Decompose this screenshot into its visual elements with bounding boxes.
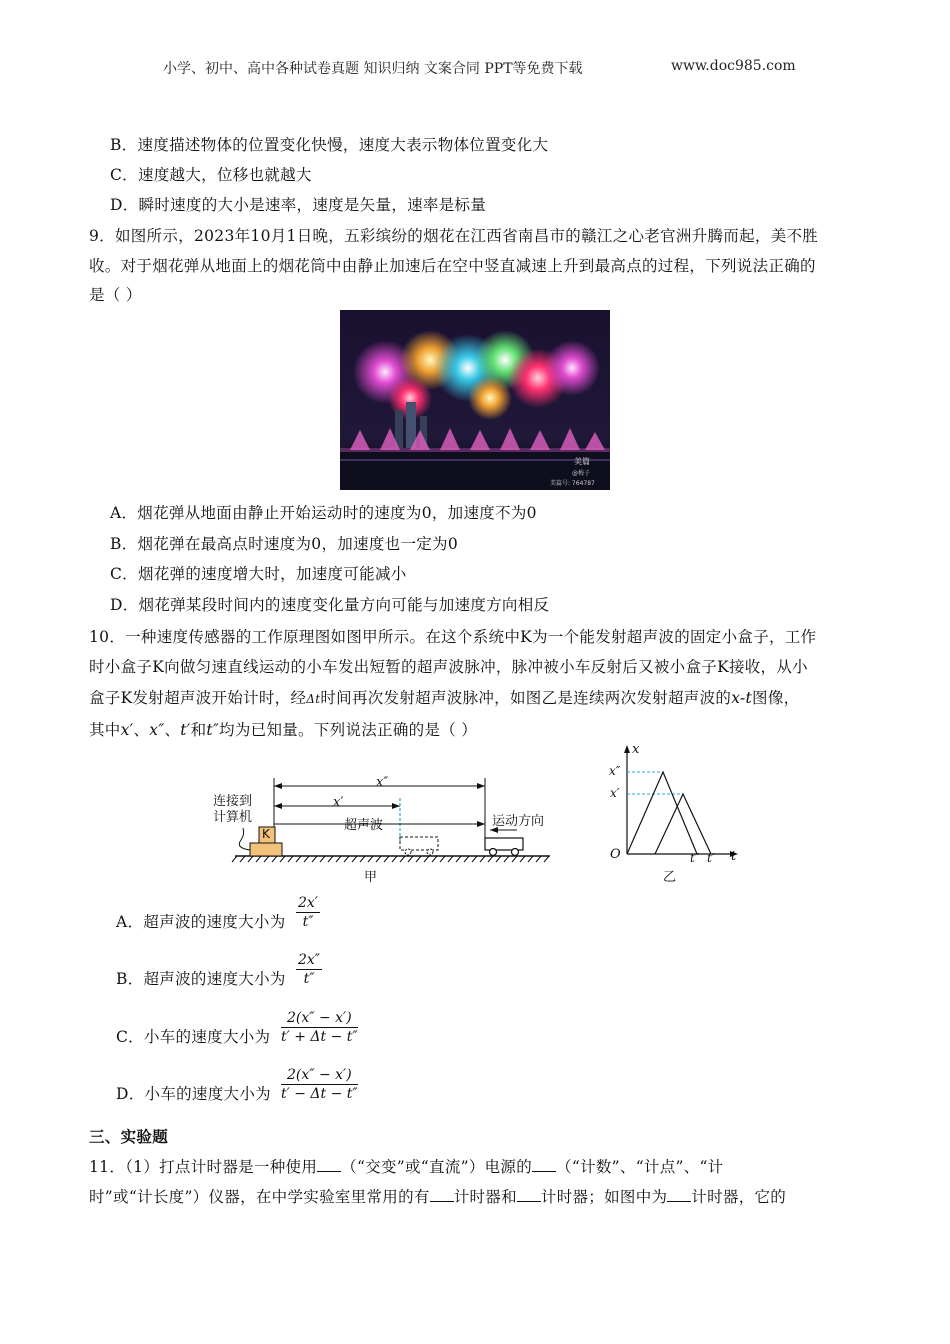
header-url[interactable]: www.doc985.com — [671, 58, 796, 74]
fraction-denominator: t′ + Δt − t″ — [281, 1029, 358, 1045]
fig-yi-axis-x: x — [632, 742, 640, 757]
fraction-denominator: t″ — [302, 914, 314, 930]
q11-l2-c: 计时器；如图中为 — [540, 1188, 668, 1206]
q10-option-a-fraction — [296, 895, 320, 930]
fig-jia-wave-label: 超声波 — [344, 818, 384, 833]
fig-yi-tick-t2: t″ — [690, 851, 700, 865]
blank-3[interactable] — [430, 1187, 454, 1202]
second-pulse-line — [655, 794, 711, 854]
watermark-user: @梅子 — [572, 470, 591, 477]
symbol-x1: x′ — [120, 721, 134, 739]
q10-line-1: 10．一种速度传感器的工作原理图如图甲所示。在这个系统中K为一个能发射超声波的固定小盒子，工作 — [89, 628, 817, 646]
fig-jia-box-k: K — [262, 827, 270, 841]
q9-option-c: C．烟花弹的速度增大时，加速度可能减小 — [110, 565, 407, 583]
q10-option-c-fraction — [281, 1010, 358, 1045]
first-pulse-line — [627, 772, 697, 854]
q10-line-4-b: 均为已知量。下列说法正确的是（ ） — [219, 721, 478, 739]
q10-line-3-a: 盒子K发射超声波开始计时，经 — [89, 689, 307, 707]
q8-option-b: B．速度描述物体的位置变化快慢，速度大表示物体位置变化大 — [110, 136, 549, 154]
sep-1: 、 — [133, 721, 150, 739]
fig-yi-tick-x2: x″ — [609, 764, 621, 778]
fig-yi-axis-t: t — [731, 849, 737, 864]
symbol-t1: t′ — [180, 721, 191, 739]
symbol-t2: t″ — [206, 721, 220, 739]
q10-line-3-b: 时间再次发射超声波脉冲，如图乙是连续两次发射超声波的 — [320, 689, 732, 707]
q8-option-c: C．速度越大，位移也就越大 — [110, 166, 312, 184]
q9-line-3: 是（ ） — [89, 286, 142, 304]
fireworks-photo — [340, 310, 610, 490]
page-header — [163, 58, 583, 78]
q9-option-a: A．烟花弹从地面由静止开始运动时的速度为0，加速度不为0 — [110, 504, 537, 522]
q10-option-d: D．小车的速度大小为 — [116, 1085, 271, 1103]
fig-jia-caption: 甲 — [364, 870, 378, 885]
q9-line-2: 收。对于烟花弹从地面上的烟花筒中由静止加速后在空中竖直减速上升到最高点的过程，下列说法正确的 — [89, 257, 816, 275]
watermark-brand: 美篇 — [574, 457, 590, 466]
blank-1[interactable] — [317, 1157, 341, 1172]
blank-4[interactable] — [517, 1187, 541, 1202]
blank-5[interactable] — [667, 1187, 691, 1202]
q10-line-2: 时小盒子K向做匀速直线运动的小车发出短暂的超声波脉冲，脉冲被小车反射后又被小盒子K接收，从小 — [89, 658, 808, 676]
fraction-denominator: t″ — [303, 971, 315, 987]
watermark-id: 美篇号: 764787 — [550, 480, 595, 487]
q10-line-4-a: 其中 — [89, 721, 121, 739]
fraction-numerator: 2(x″ − x′) — [281, 1067, 358, 1085]
q11-l1-b: （“交变”或“直流”）电源的 — [341, 1158, 533, 1176]
q11-l2-d: 计时器，它的 — [691, 1188, 787, 1206]
fig-jia-dim-x2: x″ — [376, 775, 389, 790]
q10-option-d-fraction — [281, 1067, 358, 1102]
fig-yi-caption: 乙 — [663, 870, 677, 885]
q10-option-a: A．超声波的速度大小为 — [116, 913, 286, 931]
fig-jia-connect-2: 计算机 — [213, 810, 253, 825]
blank-2[interactable] — [532, 1157, 556, 1172]
fireworks-image — [340, 310, 610, 490]
header-text: 小学、初中、高中各种试卷真题 知识归纳 文案合同 PPT等免费下载 — [163, 61, 583, 77]
q11-l2-b: 计时器和 — [453, 1188, 517, 1206]
fig-yi-tick-t1: t′ — [707, 851, 715, 865]
section-title: 三、实验题 — [89, 1127, 169, 1146]
delta-t-symbol: Δt — [306, 692, 321, 706]
fig-jia-connect-1: 连接到 — [213, 794, 253, 809]
symbol-x2: x″ — [149, 721, 165, 739]
q11-l2-a: 时”或“计长度”）仪器，在中学实验室里常用的有 — [89, 1188, 430, 1206]
q8-option-d: D．瞬时速度的大小是速率，速度是矢量，速率是标量 — [110, 196, 487, 214]
figure-yi — [605, 742, 745, 872]
fraction-denominator: t′ − Δt − t″ — [281, 1086, 358, 1102]
q10-line-3-c: 图像， — [752, 689, 800, 707]
q10-line-4 — [89, 718, 477, 740]
fig-jia-dim-x1: x′ — [333, 795, 344, 810]
fraction-numerator: 2(x″ − x′) — [281, 1010, 358, 1028]
sep-2: 、 — [164, 721, 181, 739]
q9-option-d: D．烟花弹某段时间内的速度变化量方向可能与加速度方向相反 — [110, 596, 550, 614]
word-and: 和 — [190, 721, 207, 739]
q10-option-c: C．小车的速度大小为 — [116, 1028, 271, 1046]
fig-yi-origin: O — [610, 847, 621, 862]
q11-line-1 — [89, 1155, 724, 1177]
fig-yi-tick-x1: x′ — [610, 786, 620, 800]
q11-l1-a: 11．（1）打点计时器是一种使用 — [89, 1158, 318, 1176]
q10-option-b: B．超声波的速度大小为 — [116, 970, 286, 988]
q11-line-2 — [89, 1185, 786, 1207]
q10-line-3 — [89, 686, 799, 708]
q9-line-1: 9．如图所示，2023年10月1日晚，五彩缤纷的烟花在江西省南昌市的赣江之心老官洲升腾而起，美不胜 — [89, 227, 819, 245]
xt-symbol: x-t — [731, 689, 753, 707]
fraction-numerator: 2x″ — [298, 952, 321, 968]
fraction-numerator: 2x′ — [298, 895, 318, 911]
q10-option-b-fraction — [296, 952, 322, 987]
q11-l1-c: （“计数”、“计点”、“计 — [556, 1158, 724, 1176]
fig-jia-direction-label: 运动方向 — [492, 814, 545, 829]
q9-option-b: B．烟花弹在最高点时速度为0，加速度也一定为0 — [110, 535, 459, 553]
